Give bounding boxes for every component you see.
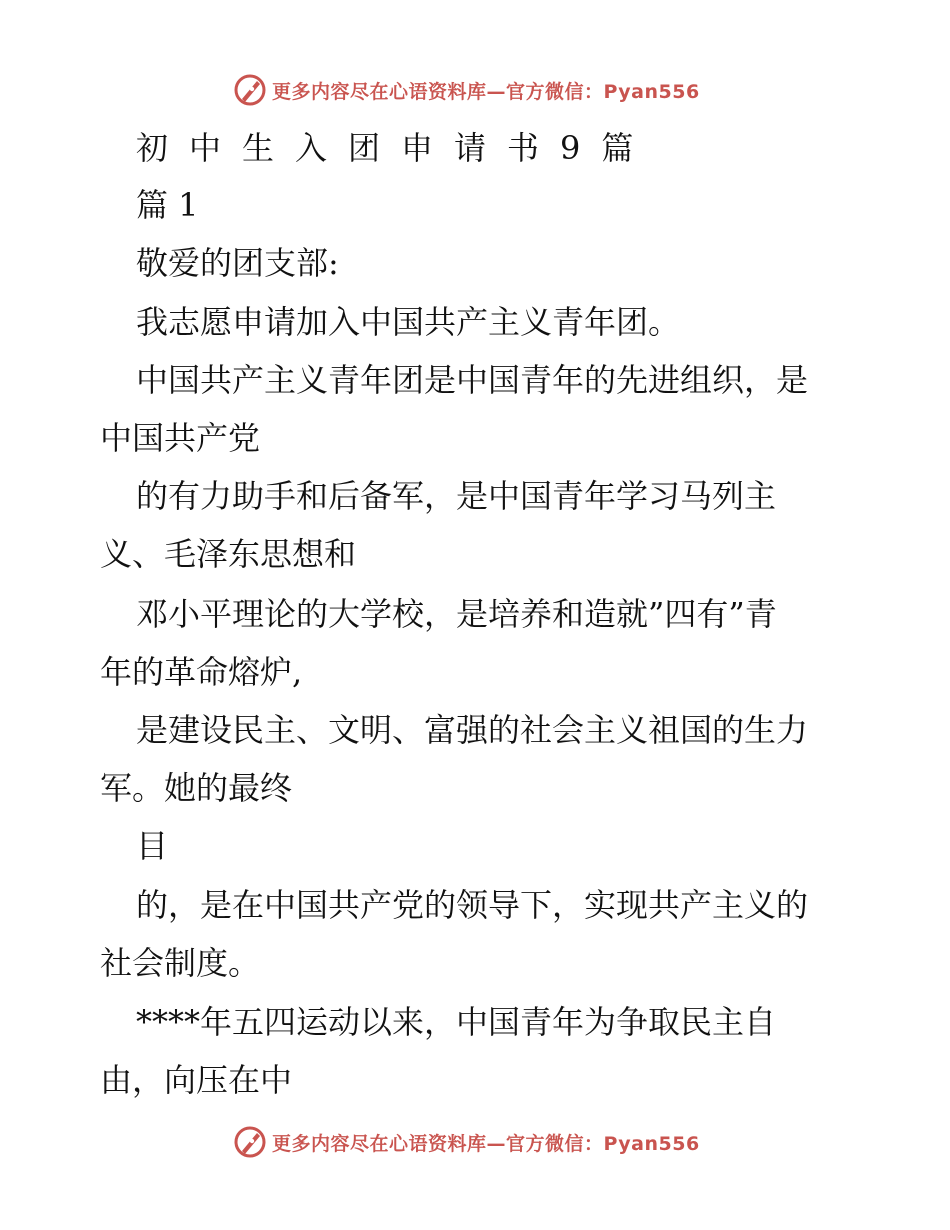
text-line: 邓小平理论的大学校，是培养和造就”四有”青 (136, 595, 777, 633)
text-line: 我志愿申请加入中国共产主义青年团。 (136, 303, 681, 341)
pen-logo-icon (232, 72, 268, 108)
text-line: 的有力助手和后备军，是中国青年学习马列主 (136, 477, 777, 515)
text-line: 中国共产党 (100, 419, 261, 457)
text-line: 中国共产主义青年团是中国青年的先进组织，是 (136, 361, 809, 399)
text-line: 篇 1 (136, 186, 199, 224)
watermark-text: 更多内容尽在心语资料库—官方微信：Pyan556 (272, 1132, 700, 1155)
text-line: 是建设民主、文明、富强的社会主义祖国的生力 (136, 711, 809, 749)
text-line: 年的革命熔炉, (100, 653, 303, 691)
text-line: 目 (136, 827, 169, 865)
pen-logo-icon (232, 1124, 268, 1160)
text-line: 的，是在中国共产党的领导下，实现共产主义的 (136, 886, 809, 924)
text-line: 军。她的最终 (100, 769, 293, 807)
text-line: 社会制度。 (100, 944, 261, 982)
text-line: ****年五四运动以来，中国青年为争取民主自 (136, 1003, 777, 1041)
text-line: 敬爱的团支部: (136, 244, 339, 282)
text-line: 由，向压在中 (100, 1061, 293, 1099)
document-title: 初中生入团申请书9篇 (136, 129, 655, 167)
watermark-text: 更多内容尽在心语资料库—官方微信：Pyan556 (272, 80, 700, 103)
footer-watermark (232, 1122, 700, 1162)
text-line: 义、毛泽东思想和 (100, 535, 357, 573)
header-watermark (232, 70, 700, 110)
